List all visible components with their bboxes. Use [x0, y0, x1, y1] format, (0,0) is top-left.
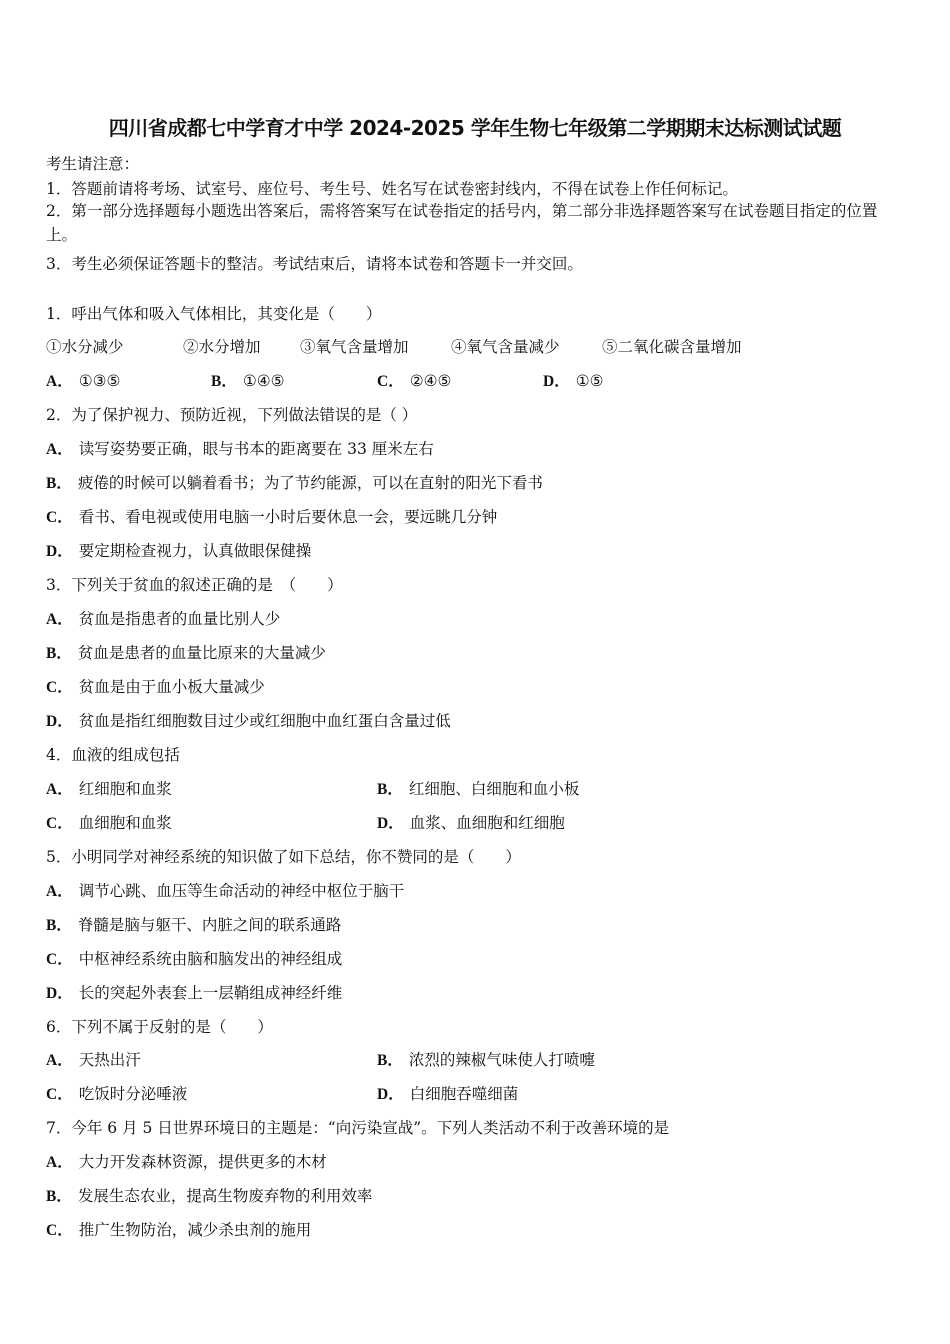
question-7-stem: 7．今年 6 月 5 日世界环境日的主题是：“向污染宣战”。下列人类活动不利于改善环境的是: [46, 1119, 670, 1137]
option-label: B．: [211, 373, 237, 390]
question-1-stem: 1．呼出气体和吸入气体相比，其变化是（ ）: [46, 305, 382, 323]
question-4-stem: 4．血液的组成包括: [46, 746, 180, 764]
q4-option-b[interactable]: [377, 777, 579, 799]
option-label: A．: [46, 781, 73, 798]
q6-option-d[interactable]: [377, 1082, 518, 1104]
question-2-stem: 2．为了保护视力、预防近视，下列做法错误的是（ ）: [46, 406, 418, 424]
notice-item: 3．考生必须保证答题卡的整洁。考试结束后，请将本试卷和答题卡一并交回。: [46, 255, 583, 273]
option-text: 红细胞和血浆: [78, 780, 172, 798]
option-text: 天热出汗: [78, 1051, 141, 1069]
option-text: 调节心跳、血压等生命活动的神经中枢位于脑干: [78, 882, 405, 900]
q1-item-1: ①水分减少: [46, 338, 124, 356]
q6-option-a[interactable]: [46, 1048, 141, 1070]
q2-option-c[interactable]: [46, 505, 497, 527]
page-title: 四川省成都七中学育才中学 2024-2025 学年生物七年级第二学期期末达标测试试题: [108, 116, 842, 140]
option-text: 贫血是指患者的血量比别人少: [78, 610, 281, 628]
q5-option-c[interactable]: [46, 947, 342, 969]
option-label: C．: [46, 1222, 73, 1239]
option-text: 中枢神经系统由脑和脑发出的神经组成: [78, 950, 343, 968]
q1-item-2: ②水分增加: [183, 338, 261, 356]
q1-option-a[interactable]: [46, 369, 120, 391]
option-text: 大力开发森林资源，提供更多的木材: [78, 1153, 327, 1171]
option-label: B．: [46, 645, 72, 662]
q4-option-a[interactable]: [46, 777, 172, 799]
option-text: 要定期检查视力，认真做眼保健操: [78, 542, 312, 560]
option-text: 吃饭时分泌唾液: [78, 1085, 188, 1103]
option-label: C．: [377, 373, 404, 390]
option-label: A．: [46, 611, 73, 628]
option-text: 贫血是指红细胞数目过少或红细胞中血红蛋白含量过低: [78, 712, 451, 730]
q1-option-c[interactable]: [377, 369, 451, 391]
option-text: 发展生态农业，提高生物废弃物的利用效率: [77, 1187, 373, 1205]
option-text: ①③⑤: [78, 372, 121, 390]
q4-option-c[interactable]: [46, 811, 172, 833]
q1-item-4: ④氧气含量减少: [451, 338, 560, 356]
option-label: A．: [46, 373, 73, 390]
option-text: ①④⑤: [242, 372, 285, 390]
notice-item: 2．第一部分选择题每小题选出答案后，需将答案写在试卷指定的括号内，第二部分非选择题答案写在试卷题目指定的位置上。: [46, 202, 878, 244]
notice-item: 1．答题前请将考场、试室号、座位号、考生号、姓名写在试卷密封线内，不得在试卷上作任何标记。: [46, 180, 738, 198]
q1-option-d[interactable]: [543, 369, 604, 391]
q1-option-b[interactable]: [211, 369, 285, 391]
option-label: B．: [377, 781, 403, 798]
option-label: C．: [46, 1086, 73, 1103]
question-5-stem: 5．小明同学对神经系统的知识做了如下总结，你不赞同的是（ ）: [46, 848, 521, 866]
q3-option-d[interactable]: [46, 709, 451, 731]
q3-option-a[interactable]: [46, 607, 280, 629]
option-label: D．: [377, 1086, 404, 1103]
option-text: 红细胞、白细胞和血小板: [408, 780, 580, 798]
question-6-stem: 6．下列不属于反射的是（ ）: [46, 1018, 273, 1036]
q3-option-b[interactable]: [46, 641, 326, 663]
q7-option-a[interactable]: [46, 1150, 327, 1172]
q5-option-b[interactable]: [46, 913, 341, 935]
q5-option-d[interactable]: [46, 981, 342, 1003]
option-label: D．: [46, 985, 73, 1002]
option-label: A．: [46, 441, 73, 458]
option-text: 浓烈的辣椒气味使人打喷嚏: [408, 1051, 595, 1069]
option-label: C．: [46, 815, 73, 832]
option-label: B．: [46, 475, 72, 492]
question-3-stem: 3．下列关于贫血的叙述正确的是 （ ）: [46, 576, 343, 594]
option-text: 长的突起外表套上一层鞘组成神经纤维: [78, 984, 343, 1002]
option-label: D．: [46, 713, 73, 730]
option-label: D．: [46, 543, 73, 560]
option-label: A．: [46, 1052, 73, 1069]
q6-option-c[interactable]: [46, 1082, 187, 1104]
option-label: D．: [543, 373, 570, 390]
option-label: C．: [46, 951, 73, 968]
option-text: 读写姿势要正确，眼与书本的距离要在 33 厘米左右: [78, 440, 434, 458]
option-label: A．: [46, 883, 73, 900]
option-text: 推广生物防治，减少杀虫剂的施用: [78, 1221, 312, 1239]
option-text: 血浆、血细胞和红细胞: [409, 814, 565, 832]
option-text: 白细胞吞噬细菌: [409, 1085, 519, 1103]
option-label: A．: [46, 1154, 73, 1171]
option-text: 疲倦的时候可以躺着看书；为了节约能源，可以在直射的阳光下看书: [77, 474, 543, 492]
q1-item-3: ③氧气含量增加: [300, 338, 409, 356]
option-label: B．: [377, 1052, 403, 1069]
option-label: C．: [46, 679, 73, 696]
q7-option-c[interactable]: [46, 1218, 311, 1240]
option-text: ①⑤: [575, 372, 604, 390]
option-text: 血细胞和血浆: [78, 814, 172, 832]
q2-option-b[interactable]: [46, 471, 543, 493]
option-text: 贫血是患者的血量比原来的大量减少: [77, 644, 326, 662]
q4-option-d[interactable]: [377, 811, 565, 833]
q2-option-d[interactable]: [46, 539, 311, 561]
q3-option-c[interactable]: [46, 675, 265, 697]
q7-option-b[interactable]: [46, 1184, 372, 1206]
option-text: 看书、看电视或使用电脑一小时后要休息一会，要远眺几分钟: [78, 508, 498, 526]
option-label: D．: [377, 815, 404, 832]
option-label: B．: [46, 917, 72, 934]
option-text: 贫血是由于血小板大量减少: [78, 678, 265, 696]
q5-option-a[interactable]: [46, 879, 404, 901]
option-label: B．: [46, 1188, 72, 1205]
q1-item-5: ⑤二氧化碳含量增加: [602, 338, 742, 356]
q2-option-a[interactable]: [46, 437, 434, 459]
q6-option-b[interactable]: [377, 1048, 595, 1070]
notice-heading: 考生请注意：: [46, 155, 140, 173]
option-label: C．: [46, 509, 73, 526]
option-text: 脊髓是脑与躯干、内脏之间的联系通路: [77, 916, 342, 934]
option-text: ②④⑤: [409, 372, 452, 390]
